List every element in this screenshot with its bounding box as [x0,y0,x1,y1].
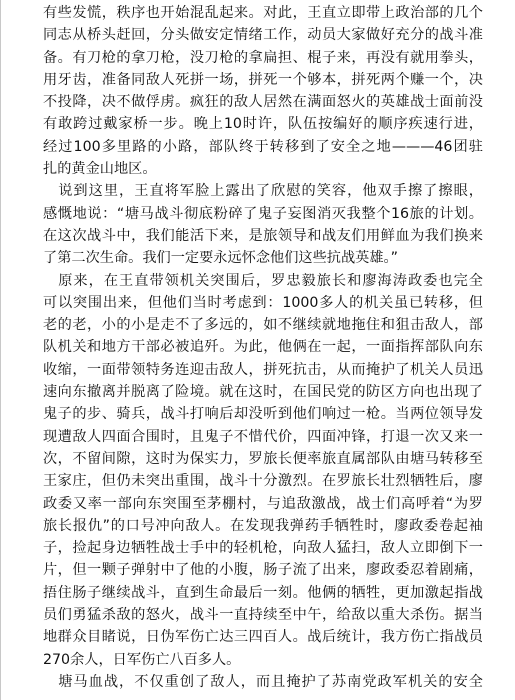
text-line: 旅长报仇”的口号冲向敌人。在发现我弹药手牺牲时，廖政委卷起袖 [43,517,483,534]
text-line: 现遭敌人四面合围时，且鬼子不惜代价，四面冲锋，打退一次又来一 [43,428,483,445]
text-line: 员们勇猛杀敌的怒火，战斗一直持续至中午，给敌以重大杀伤。据当 [43,607,483,624]
text-line: 政委又率一部向东突围至茅棚村，与追敌激战，战士们高呼着“为罗 [43,495,483,512]
text-line: 王家庄，但仍未突出重围，战斗十分激烈。在罗旅长壮烈牺牲后，廖 [43,473,483,490]
paragraph-3 [43,270,483,671]
paragraph-1 [43,2,483,180]
text-line: 同志从桥头赶回，分头做安定情绪工作，动员大家做好充分的战斗准 [43,27,483,44]
text-line: 感慨地说：“塘马战斗彻底粉碎了鬼子妄图消灭我整个16旅的计划。 [43,205,483,222]
text-line: 说到这里，王直将军脸上露出了欣慰的笑容，他双手擦了擦眼， [43,183,483,200]
text-line: 了第二次生命。我们一定要永远怀念他们这些抗战英雄。” [43,250,398,267]
text-line: 有些发慌，秩序也开始混乱起来。对此，王直立即带上政治部的几个 [43,5,483,21]
text-line: 不投降，决不做俘虏。疯狂的敌人居然在满面怒火的英雄战士面前没 [43,94,483,111]
body-text [43,2,483,693]
paragraph-2 [43,180,483,269]
text-line: 有敢跨过戴家桥一步。晚上10时许，队伍按编好的顺序疾速行进， [43,116,483,133]
text-line: 收缩，一面带领特务连迎击敌人，拼死抗击，从而掩护了机关人员迅 [43,361,483,378]
text-line: 塘马血战，不仅重创了敌人，而且掩护了苏南党政军机关的安全 [43,673,483,690]
text-line: 270余人，日军伤亡八百多人。 [43,651,241,668]
text-line: 经过100多里路的小路，部队终于转移到了安全之地———46团驻 [43,138,483,155]
paragraph-4 [43,671,483,693]
text-line: 片，但一颗子弹射中了他的小腹，肠子流了出来，廖政委忍着剧痛， [43,562,483,579]
text-line: 可以突围出来，但他们当时考虑到：1000多人的机关虽已转移，但 [43,294,483,311]
text-line: 地群众目睹说，日伪军伤亡达三四百人。战后统计，我方伤亡指战员 [43,629,483,646]
text-line: 用牙齿，准备同敌人死拼一场，拼死一个够本，拼死两个赚一个，决 [43,71,483,88]
text-line: 备。有刀枪的拿刀枪，没刀枪的拿扁担、棍子来，再没有就用拳头， [43,49,483,66]
text-line: 队机关和地方干部必被追歼。为此，他俩在一起，一面指挥部队向东 [43,339,483,356]
text-line: 扎的黄金山地区。 [43,161,157,178]
text-line: 原来，在王直带领机关突围后，罗忠毅旅长和廖海涛政委也完全 [43,272,483,289]
text-line: 子，捡起身边牺牲战士手中的轻机枪，向敌人猛扫，敌人立即倒下一 [43,540,483,557]
text-line: 鬼子的步、骑兵，战斗打响后却没听到他们响过一枪。当两位领导发 [43,406,483,423]
text-line: 老的老，小的小是走不了多远的，如不继续就地拖住和狙击敌人，部 [43,317,483,334]
text-line: 在这次战斗中，我们能活下来，是旅领导和战友们用鲜血为我们换来 [43,227,483,244]
text-line: 次，不留间隙，这时为保实力，罗旅长便率旅直属部队由塘马转移至 [43,450,483,467]
text-line: 速向东撤离并脱离了险境。就在这时，在国民党的防区方向也出现了 [43,384,483,401]
text-line: 捂住肠子继续战斗，直到生命最后一刻。他俩的牺牲，更加激起指战 [43,584,483,601]
